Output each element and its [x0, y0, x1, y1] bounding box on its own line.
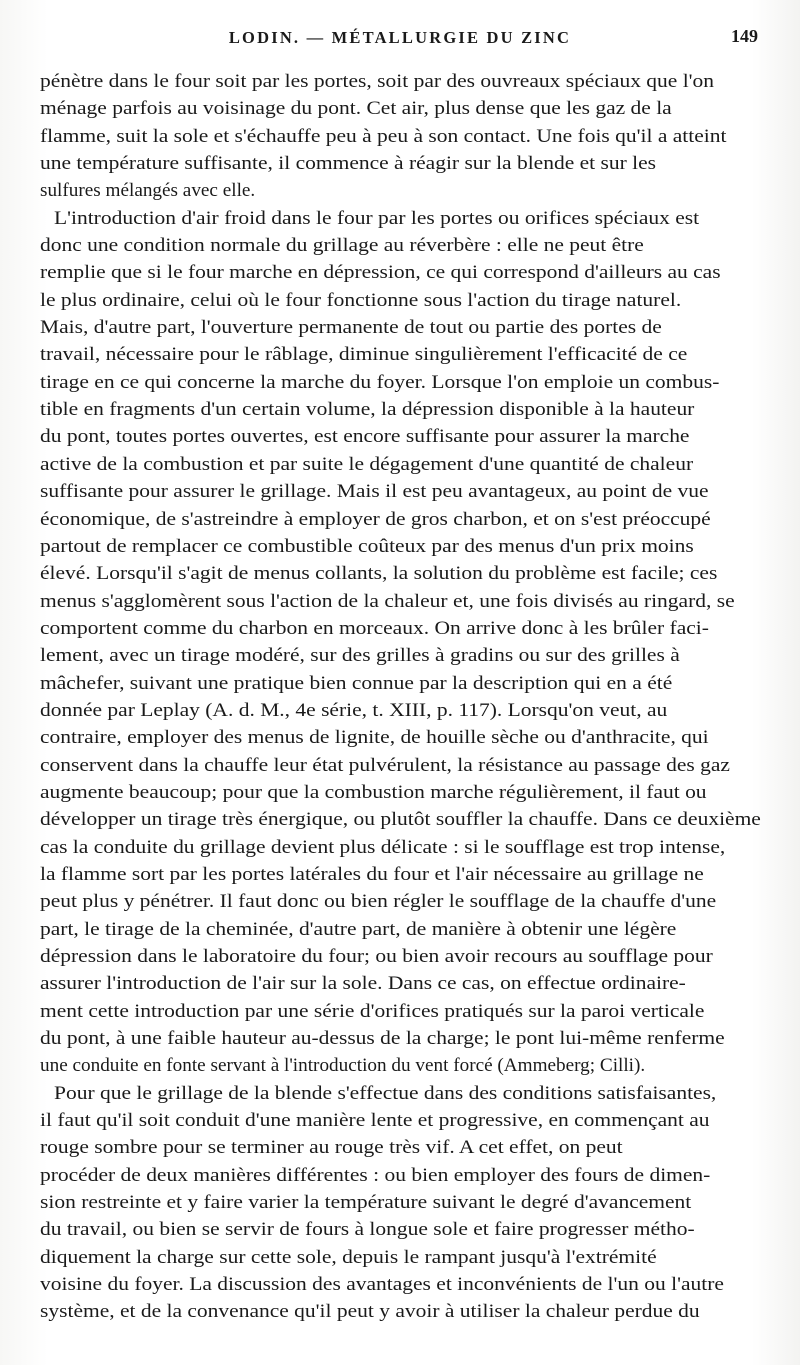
- text-line: conservent dans la chauffe leur état pulvérulent, la résistance au passage des gaz: [40, 754, 730, 776]
- text-line: sulfures mélangés avec elle.: [40, 180, 256, 202]
- page-header: [40, 28, 760, 56]
- text-line: système, et de la convenance qu'il peut y avoir à utiliser la chaleur perdue du: [40, 1301, 700, 1323]
- text-line: part, le tirage de la cheminée, d'autre part, de manière à obtenir une légère: [40, 918, 677, 940]
- text-line: diquement la charge sur cette sole, depuis le rampant jusqu'à l'extrémité: [40, 1246, 657, 1268]
- text-line: la flamme sort par les portes latérales du four et l'air nécessaire au grillage ne: [40, 863, 704, 885]
- text-line: tible en fragments d'un certain volume, la dépression disponible à la hauteur: [40, 399, 695, 421]
- text-line: contraire, employer des menus de lignite, de houille sèche ou d'anthracite, qui: [40, 727, 709, 749]
- text-line: donnée par Leplay (A. d. M., 4e série, t. XIII, p. 117). Lorsqu'on veut, au: [40, 699, 668, 721]
- page-number: 149: [731, 26, 758, 46]
- text-line: du pont, à une faible hauteur au-dessus de la charge; le pont lui-même renferme: [40, 1028, 725, 1050]
- text-line: donc une condition normale du grillage au réverbère : elle ne peut être: [40, 235, 644, 257]
- text-line: pénètre dans le four soit par les portes, soit par des ouvreaux spéciaux que l'on: [40, 71, 715, 92]
- text-line: peut plus y pénétrer. Il faut donc ou bien régler le soufflage de la chauffe d'une: [40, 891, 717, 913]
- text-line: dépression dans le laboratoire du four; ou bien avoir recours au soufflage pour: [40, 946, 713, 967]
- text-line: rouge sombre pour se terminer au rouge très vif. A cet effet, on peut: [40, 1137, 623, 1159]
- text-line: Mais, d'autre part, l'ouverture permanente de tout ou partie des portes de: [40, 317, 662, 339]
- text-line: augmente beaucoup; pour que la combustion marche régulièrement, il faut ou: [40, 781, 707, 803]
- text-line: du pont, toutes portes ouvertes, est encore suffisante pour assurer la marche: [40, 426, 690, 448]
- paragraph-start-line: L'introduction d'air froid dans le four par les portes ou orifices spéciaux est: [54, 207, 700, 229]
- text-line: voisine du foyer. La discussion des avantages et inconvénients de l'un ou l'autre: [40, 1274, 724, 1296]
- text-line: développer un tirage très énergique, ou plutôt souffler la chauffe. Dans ce deuxième: [40, 809, 761, 831]
- text-line: économique, de s'astreindre à employer de gros charbon, et on s'est préoccupé: [40, 508, 711, 530]
- text-line: une conduite en fonte servant à l'introduction du vent forcé (Ammeberg; Cilli).: [40, 1055, 646, 1077]
- text-line: mâchefer, suivant une pratique bien connue par la description qui en a été: [40, 672, 673, 694]
- text-line: active de la combustion et par suite le dégagement d'une quantité de chaleur: [40, 453, 694, 475]
- text-line: lement, avec un tirage modéré, sur des grilles à gradins ou sur des grilles à: [40, 645, 680, 667]
- text-line: remplie que si le four marche en dépression, ce qui correspond d'ailleurs au cas: [40, 262, 721, 284]
- text-line: une température suffisante, il commence à réagir sur la blende et sur les: [40, 153, 657, 175]
- text-line: cas la conduite du grillage devient plus délicate : si le soufflage est trop intense,: [40, 836, 726, 858]
- running-title: LODIN. — MÉTALLURGIE DU ZINC: [228, 28, 572, 47]
- text-line: élevé. Lorsqu'il s'agit de menus collants, la solution du problème est facile; ces: [40, 563, 718, 585]
- text-line: tirage en ce qui concerne la marche du foyer. Lorsque l'on emploie un combus-: [40, 371, 720, 393]
- text-line: travail, nécessaire pour le râblage, diminue singulièrement l'efficacité de ce: [40, 344, 688, 366]
- text-line: sion restreinte et y faire varier la température suivant le degré d'avancement: [40, 1192, 692, 1214]
- text-line: assurer l'introduction de l'air sur la sole. Dans ce cas, on effectue ordinaire-: [40, 973, 686, 995]
- text-line: il faut qu'il soit conduit d'une manière lente et progressive, en commençant au: [40, 1110, 710, 1132]
- text-line: procéder de deux manières différentes : ou bien employer des fours de dimen-: [40, 1164, 711, 1186]
- text-line: ménage parfois au voisinage du pont. Cet air, plus dense que les gaz de la: [40, 98, 672, 120]
- text-line: comportent comme du charbon en morceaux. On arrive donc à les brûler faci-: [40, 617, 709, 639]
- text-line: le plus ordinaire, celui où le four fonctionne sous l'action du tirage naturel.: [40, 289, 682, 311]
- text-line: flamme, suit la sole et s'échauffe peu à peu à son contact. Une fois qu'il a atteint: [40, 125, 727, 147]
- text-line: partout de remplacer ce combustible coûteux par des menus d'un prix moins: [40, 535, 694, 557]
- body-text: [40, 68, 768, 1326]
- text-line: menus s'agglomèrent sous l'action de la chaleur et, une fois divisés au ringard, se: [40, 590, 735, 612]
- text-line: ment cette introduction par une série d'orifices pratiqués sur la paroi verticale: [40, 1000, 705, 1022]
- text-line: du travail, ou bien se servir de fours à longue sole et faire progresser métho-: [40, 1219, 695, 1241]
- text-line: suffisante pour assurer le grillage. Mais il est peu avantageux, au point de vue: [40, 481, 709, 503]
- paragraph-start-line: Pour que le grillage de la blende s'effectue dans des conditions satisfaisantes,: [54, 1082, 717, 1104]
